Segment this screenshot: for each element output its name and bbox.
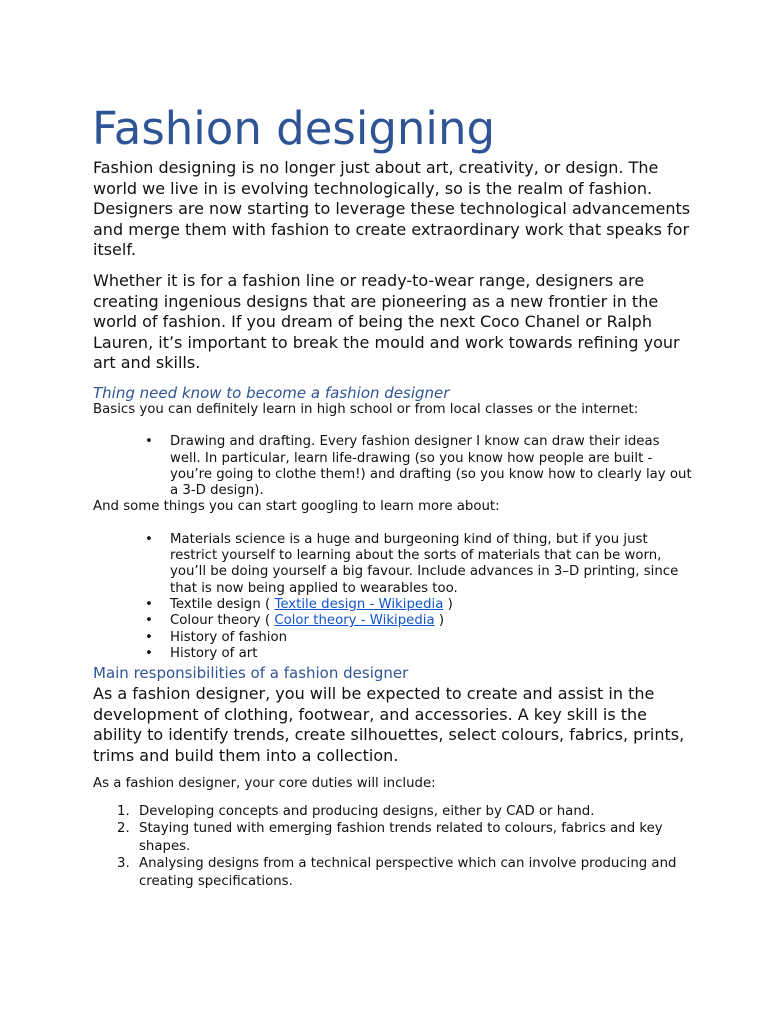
- list-item: [93, 855, 693, 890]
- list-item: [93, 613, 693, 629]
- list-number: 1.: [117, 803, 130, 819]
- duties-list: [93, 803, 693, 891]
- page-title: Fashion designing: [92, 102, 496, 155]
- list-item-text: Analysing designs from a technical perspective which can involve producing and creating specifications.: [139, 856, 677, 889]
- list-item: [93, 630, 693, 646]
- bullet-icon: •: [145, 613, 153, 629]
- section-heading-requirements: Thing need know to become a fashion designer: [93, 383, 450, 402]
- basics-intro: Basics you can definitely learn in high school or from local classes or the internet:: [93, 401, 639, 417]
- bullet-icon: •: [145, 645, 153, 661]
- textile-suffix: ): [443, 596, 453, 612]
- color-theory-link[interactable]: Color theory - Wikipedia: [274, 613, 435, 629]
- textile-prefix: Textile design (: [170, 596, 275, 612]
- colour-suffix: ): [434, 613, 445, 629]
- list-item-text: Developing concepts and producing designs, either by CAD or hand.: [139, 803, 595, 819]
- bullet-icon: •: [145, 434, 153, 450]
- bullet-icon: •: [145, 596, 153, 612]
- responsibilities-paragraph: As a fashion designer, you will be expected to create and assist in the development of clothing, footwear, and accessories. A key skill is the ability to identify trends, create silhouettes, select colours, fabrics, prints, trims and build them into a collection.: [93, 684, 685, 765]
- section-heading-responsibilities: Main responsibilities of a fashion designer: [93, 664, 409, 683]
- list-item-text: Materials science is a huge and burgeoning kind of thing, but if you just restrict yourself to learning about the sorts of materials that can be worn, you’ll be doing yourself a big favour. Include advances in 3–D printing, since that is now being applied to wearables too.: [170, 531, 679, 596]
- textile-design-link[interactable]: Textile design - Wikipedia: [274, 596, 444, 612]
- list-item: [93, 646, 693, 662]
- list-item: [93, 820, 693, 855]
- list-item-text: History of fashion: [170, 629, 288, 645]
- intro-paragraph-2: Whether it is for a fashion line or ready-to-wear range, designers are creating ingenious designs that are pioneering as a new frontier in the world of fashion. If you dream of being the next Coco Chanel or Ralph Lauren, it’s important to break the mould and work towards refining your art and skills.: [93, 270, 680, 373]
- list-item: [93, 597, 693, 613]
- more-list: [93, 532, 693, 662]
- document-page: [93, 100, 693, 890]
- intro-paragraph-1: Fashion designing is no longer just about art, creativity, or design. The world we live in is evolving technologically, so is the realm of fashion. Designers are now starting to leverage these technological advancements and merge them with fashion to create extraordinary work that speaks for itself.: [93, 158, 691, 260]
- list-item-text: Staying tuned with emerging fashion trends related to colours, fabrics and key shapes.: [139, 821, 663, 854]
- more-intro: And some things you can start googling to learn more about:: [93, 499, 500, 515]
- basics-list: [93, 434, 693, 499]
- bullet-icon: •: [145, 531, 153, 547]
- list-item-text: History of art: [170, 645, 258, 661]
- list-number: 3.: [117, 856, 130, 872]
- list-item-text: Drawing and drafting. Every fashion designer I know can draw their ideas well. In particular, learn life-drawing (so you know how people are built - you’re going to clothe them!) and drafting (so you know how to clearly lay out a 3-D design).: [170, 434, 692, 499]
- list-number: 2.: [117, 821, 130, 837]
- list-item: [93, 532, 693, 597]
- bullet-icon: •: [145, 629, 153, 645]
- duties-intro: As a fashion designer, your core duties will include:: [93, 776, 436, 792]
- colour-prefix: Colour theory (: [170, 613, 275, 629]
- list-item: [93, 803, 693, 821]
- list-item: [93, 434, 693, 499]
